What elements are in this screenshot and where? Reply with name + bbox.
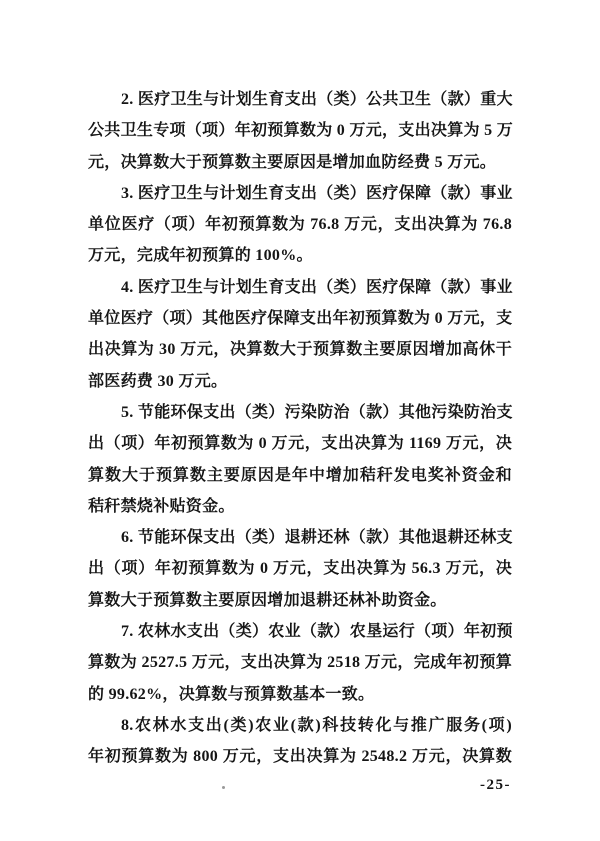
text-line: 算数大于预算数主要原因增加退耕还林补助资金。 — [88, 591, 447, 609]
text-line: 4. 医疗卫生与计划生育支出（类）医疗保障（款）事业 — [121, 278, 513, 296]
paragraph-7 — [88, 616, 512, 710]
text-line: 年初预算数为 800 万元，支出决算为 2548.2 万元，决算数 — [88, 748, 512, 766]
text-line: 出（项）年初预算数为 0 万元，支出决算为 1169 万元，决 — [88, 435, 512, 453]
paragraph-4 — [88, 272, 512, 397]
text-line: 万元，完成年初预算的 100%。 — [88, 247, 313, 265]
paragraph-2 — [88, 84, 512, 178]
text-line: 5. 节能环保支出（类）污染防治（款）其他污染防治支 — [121, 403, 513, 421]
paragraph-8 — [88, 710, 512, 773]
page-number: -25- — [480, 777, 511, 793]
text-line: 出决算为 30 万元，决算数大于预算数主要原因增加高休干 — [88, 341, 512, 359]
text-line: 3. 医疗卫生与计划生育支出（类）医疗保障（款）事业 — [121, 184, 513, 202]
text-line: 元，决算数大于预算数主要原因是增加血防经费 5 万元。 — [88, 153, 497, 171]
text-line: 的 99.62%，决算数与预算数基本一致。 — [88, 685, 375, 703]
text-line: 算数大于预算数主要原因是年中增加秸秆发电奖补资金和 — [88, 466, 512, 484]
text-line: 8.农林水支出(类)农业(款)科技转化与推广服务(项) — [121, 716, 512, 734]
text-line: 单位医疗（项）其他医疗保障支出年初预算数为 0 万元，支 — [88, 310, 513, 328]
scan-speck — [222, 786, 225, 789]
text-line: 2. 医疗卫生与计划生育支出（类）公共卫生（款）重大 — [121, 91, 513, 108]
paragraph-5 — [88, 397, 512, 522]
text-line: 出（项）年初预算数为 0 万元，支出决算为 56.3 万元，决 — [88, 560, 512, 578]
text-line: 公共卫生专项（项）年初预算数为 0 万元，支出决算为 5 万 — [88, 122, 514, 140]
paragraph-3 — [88, 178, 512, 272]
document-body — [88, 84, 512, 773]
text-line: 单位医疗（项）年初预算数为 76.8 万元，支出决算为 76.8 — [88, 216, 512, 234]
paragraph-6 — [88, 522, 512, 616]
text-line: 秸秆禁烧补贴资金。 — [88, 497, 235, 515]
text-line: 7. 农林水支出（类）农业（款）农垦运行（项）年初预 — [121, 623, 513, 641]
text-line: 算数为 2527.5 万元，支出决算为 2518 万元，完成年初预算 — [88, 654, 512, 672]
text-line: 部医药费 30 万元。 — [88, 372, 228, 390]
text-line: 6. 节能环保支出（类）退耕还林（款）其他退耕还林支 — [121, 529, 513, 547]
